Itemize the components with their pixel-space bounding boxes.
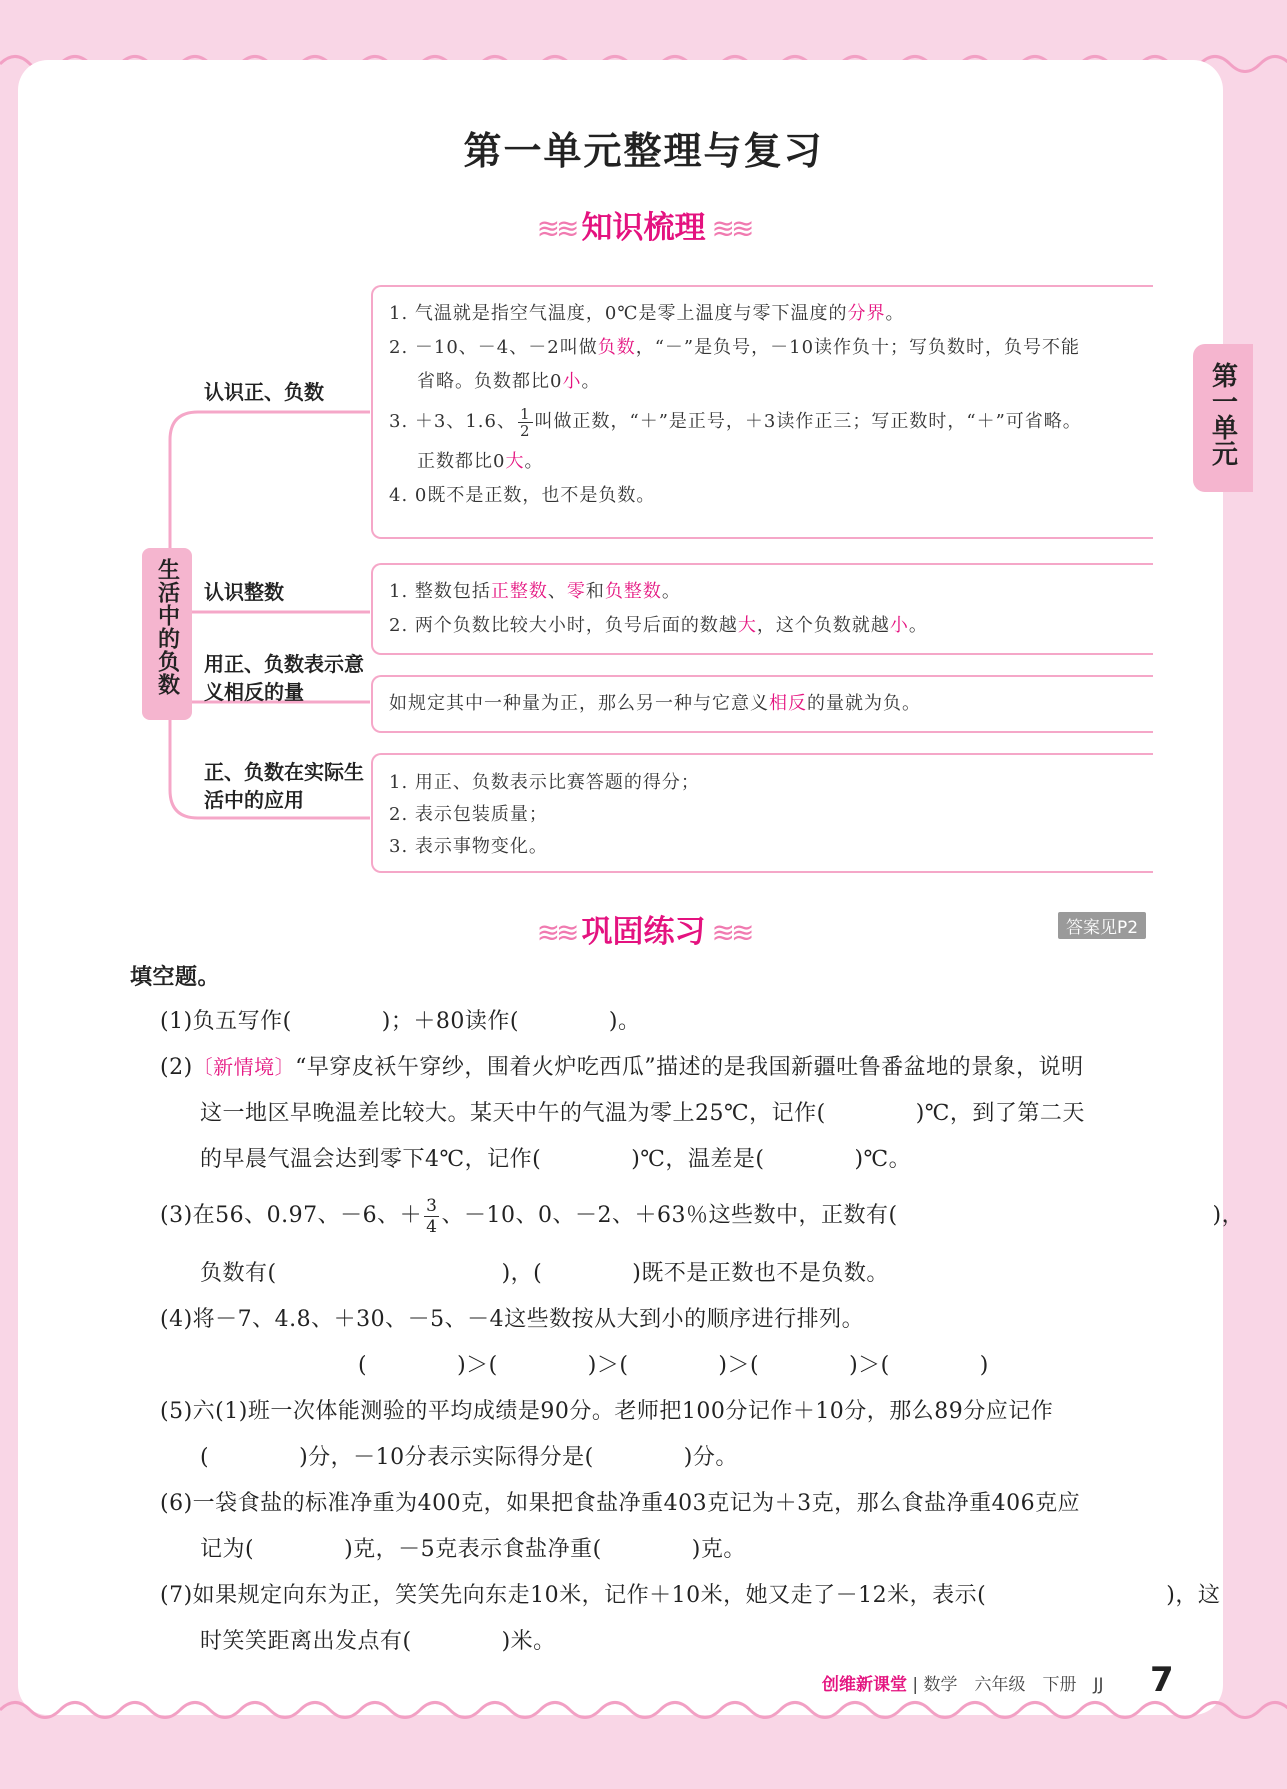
wave-left-icon: ≋≋ [536, 916, 576, 949]
question-6: (6)一袋食盐的标准净重为400克，如果把食盐净重403克记为＋3克，那么食盐净重406克应 [160, 1491, 1081, 1516]
question-7: (7)如果规定向东为正，笑笑先向东走10米，记作＋10米，她又走了－12米，表示( )，这 [160, 1583, 1221, 1608]
question-1: (1)负五写作( )；＋80读作( )。 [160, 1009, 641, 1034]
unit-side-tab-label: 第一单元 [1207, 362, 1238, 466]
new-context-tag: 〔新情境〕 [192, 1055, 296, 1079]
branch-label: 用正、负数表示意义相反的量 [204, 652, 364, 704]
page-number: 7 [1150, 1660, 1174, 1700]
knowledge-line: 如规定其中一种量为正，那么另一种与它意义相反的量就为负。 [389, 693, 921, 714]
knowledge-line: 2. －10、－4、－2叫做负数，“－”是负号，－10读作负十；写负数时，负号不能 [389, 337, 1081, 358]
question-5-line: ( )分，－10分表示实际得分是( )分。 [200, 1445, 738, 1470]
wave-left-icon: ≋≋ [536, 212, 576, 245]
knowledge-line: 4. 0既不是正数，也不是负数。 [389, 485, 656, 506]
footer-brand: 创维新课堂 [822, 1675, 907, 1695]
knowledge-line: 2. 两个负数比较大小时，负号后面的数越大，这个负数就越小。 [389, 615, 928, 636]
answer-reference-badge: 答案见P2 [1058, 912, 1146, 939]
knowledge-line: 1. 用正、负数表示比赛答题的得分； [389, 772, 700, 793]
question-7-line: 时笑笑距离出发点有( )米。 [200, 1629, 556, 1654]
question-3-line: 负数有( )，( )既不是正数也不是负数。 [200, 1261, 889, 1286]
wave-right-icon: ≋≋ [711, 212, 751, 245]
unit-side-tab [1193, 344, 1253, 492]
question-4-blanks: ( )＞( )＞( )＞( )＞( ) [358, 1353, 989, 1378]
knowledge-line: 3. 表示事物变化。 [389, 836, 548, 857]
knowledge-line: 2. 表示包装质量； [389, 804, 548, 825]
question-2: (2)〔新情境〕“早穿皮袄午穿纱，围着火炉吃西瓜”描述的是我国新疆吐鲁番盆地的景象，说明 [160, 1055, 1084, 1080]
branch-label: 正、负数在实际生活中的应用 [204, 760, 364, 812]
knowledge-line: 1. 气温就是指空气温度，0℃是零上温度与零下温度的分界。 [389, 303, 905, 324]
mind-map-root-label: 生活中的负数 [154, 558, 180, 696]
question-2-line: 这一地区早晚温差比较大。某天中午的气温为零上25℃，记作( )℃，到了第二天 [200, 1101, 1085, 1126]
exercise-heading: 填空题。 [130, 965, 221, 990]
wave-right-icon: ≋≋ [711, 916, 751, 949]
section-practice-label: 巩固练习 [581, 914, 706, 950]
section-knowledge-label: 知识梳理 [581, 210, 706, 246]
question-4: (4)将－7、4.8、＋30、－5、－4这些数按从大到小的顺序进行排列。 [160, 1307, 865, 1332]
branch-label: 认识整数 [204, 580, 284, 604]
fraction: $\frac{3}{4}$ [426, 1195, 438, 1237]
footer: 创维新课堂 | 数学 六年级 下册 JJ [822, 1675, 1104, 1695]
knowledge-line: 1. 整数包括正整数、零和负整数。 [389, 581, 681, 602]
knowledge-box-opposite-quantities [371, 675, 1153, 733]
branch-label: 认识正、负数 [204, 380, 324, 404]
knowledge-box-integers [371, 563, 1153, 655]
question-3: (3)在56、0.97、－6、＋ $\frac{3}{4}$ 、－10、0、－2、＋63％这些数中，正数有( )， [160, 1195, 1245, 1237]
page-title: 第一单元整理与复习 [463, 129, 824, 173]
mind-map-root [142, 548, 192, 720]
question-6-line: 记为( )克，－5克表示食盐净重( )克。 [200, 1537, 746, 1562]
knowledge-line: 正数都比0大。 [417, 451, 544, 472]
knowledge-line: 3. ＋3、1.6、 $\frac{1}{2}$ 叫做正数，“＋”是正号，＋3读作正三；写正数时，“＋”可省略。 [389, 404, 1082, 440]
fraction: $\frac{1}{2}$ [519, 404, 531, 440]
knowledge-box-signed-numbers [371, 285, 1153, 539]
knowledge-box-applications [371, 753, 1153, 873]
footer-info: 数学 六年级 下册 JJ [923, 1675, 1104, 1695]
section-knowledge-heading [0, 202, 1287, 247]
question-5: (5)六(1)班一次体能测验的平均成绩是90分。老师把100分记作＋10分，那么89分应记作 [160, 1399, 1054, 1424]
question-2-line: 的早晨气温会达到零下4℃，记作( )℃，温差是( )℃。 [200, 1147, 912, 1172]
decorative-wave-bottom [0, 1690, 1287, 1730]
knowledge-line: 省略。负数都比0小。 [417, 371, 601, 392]
